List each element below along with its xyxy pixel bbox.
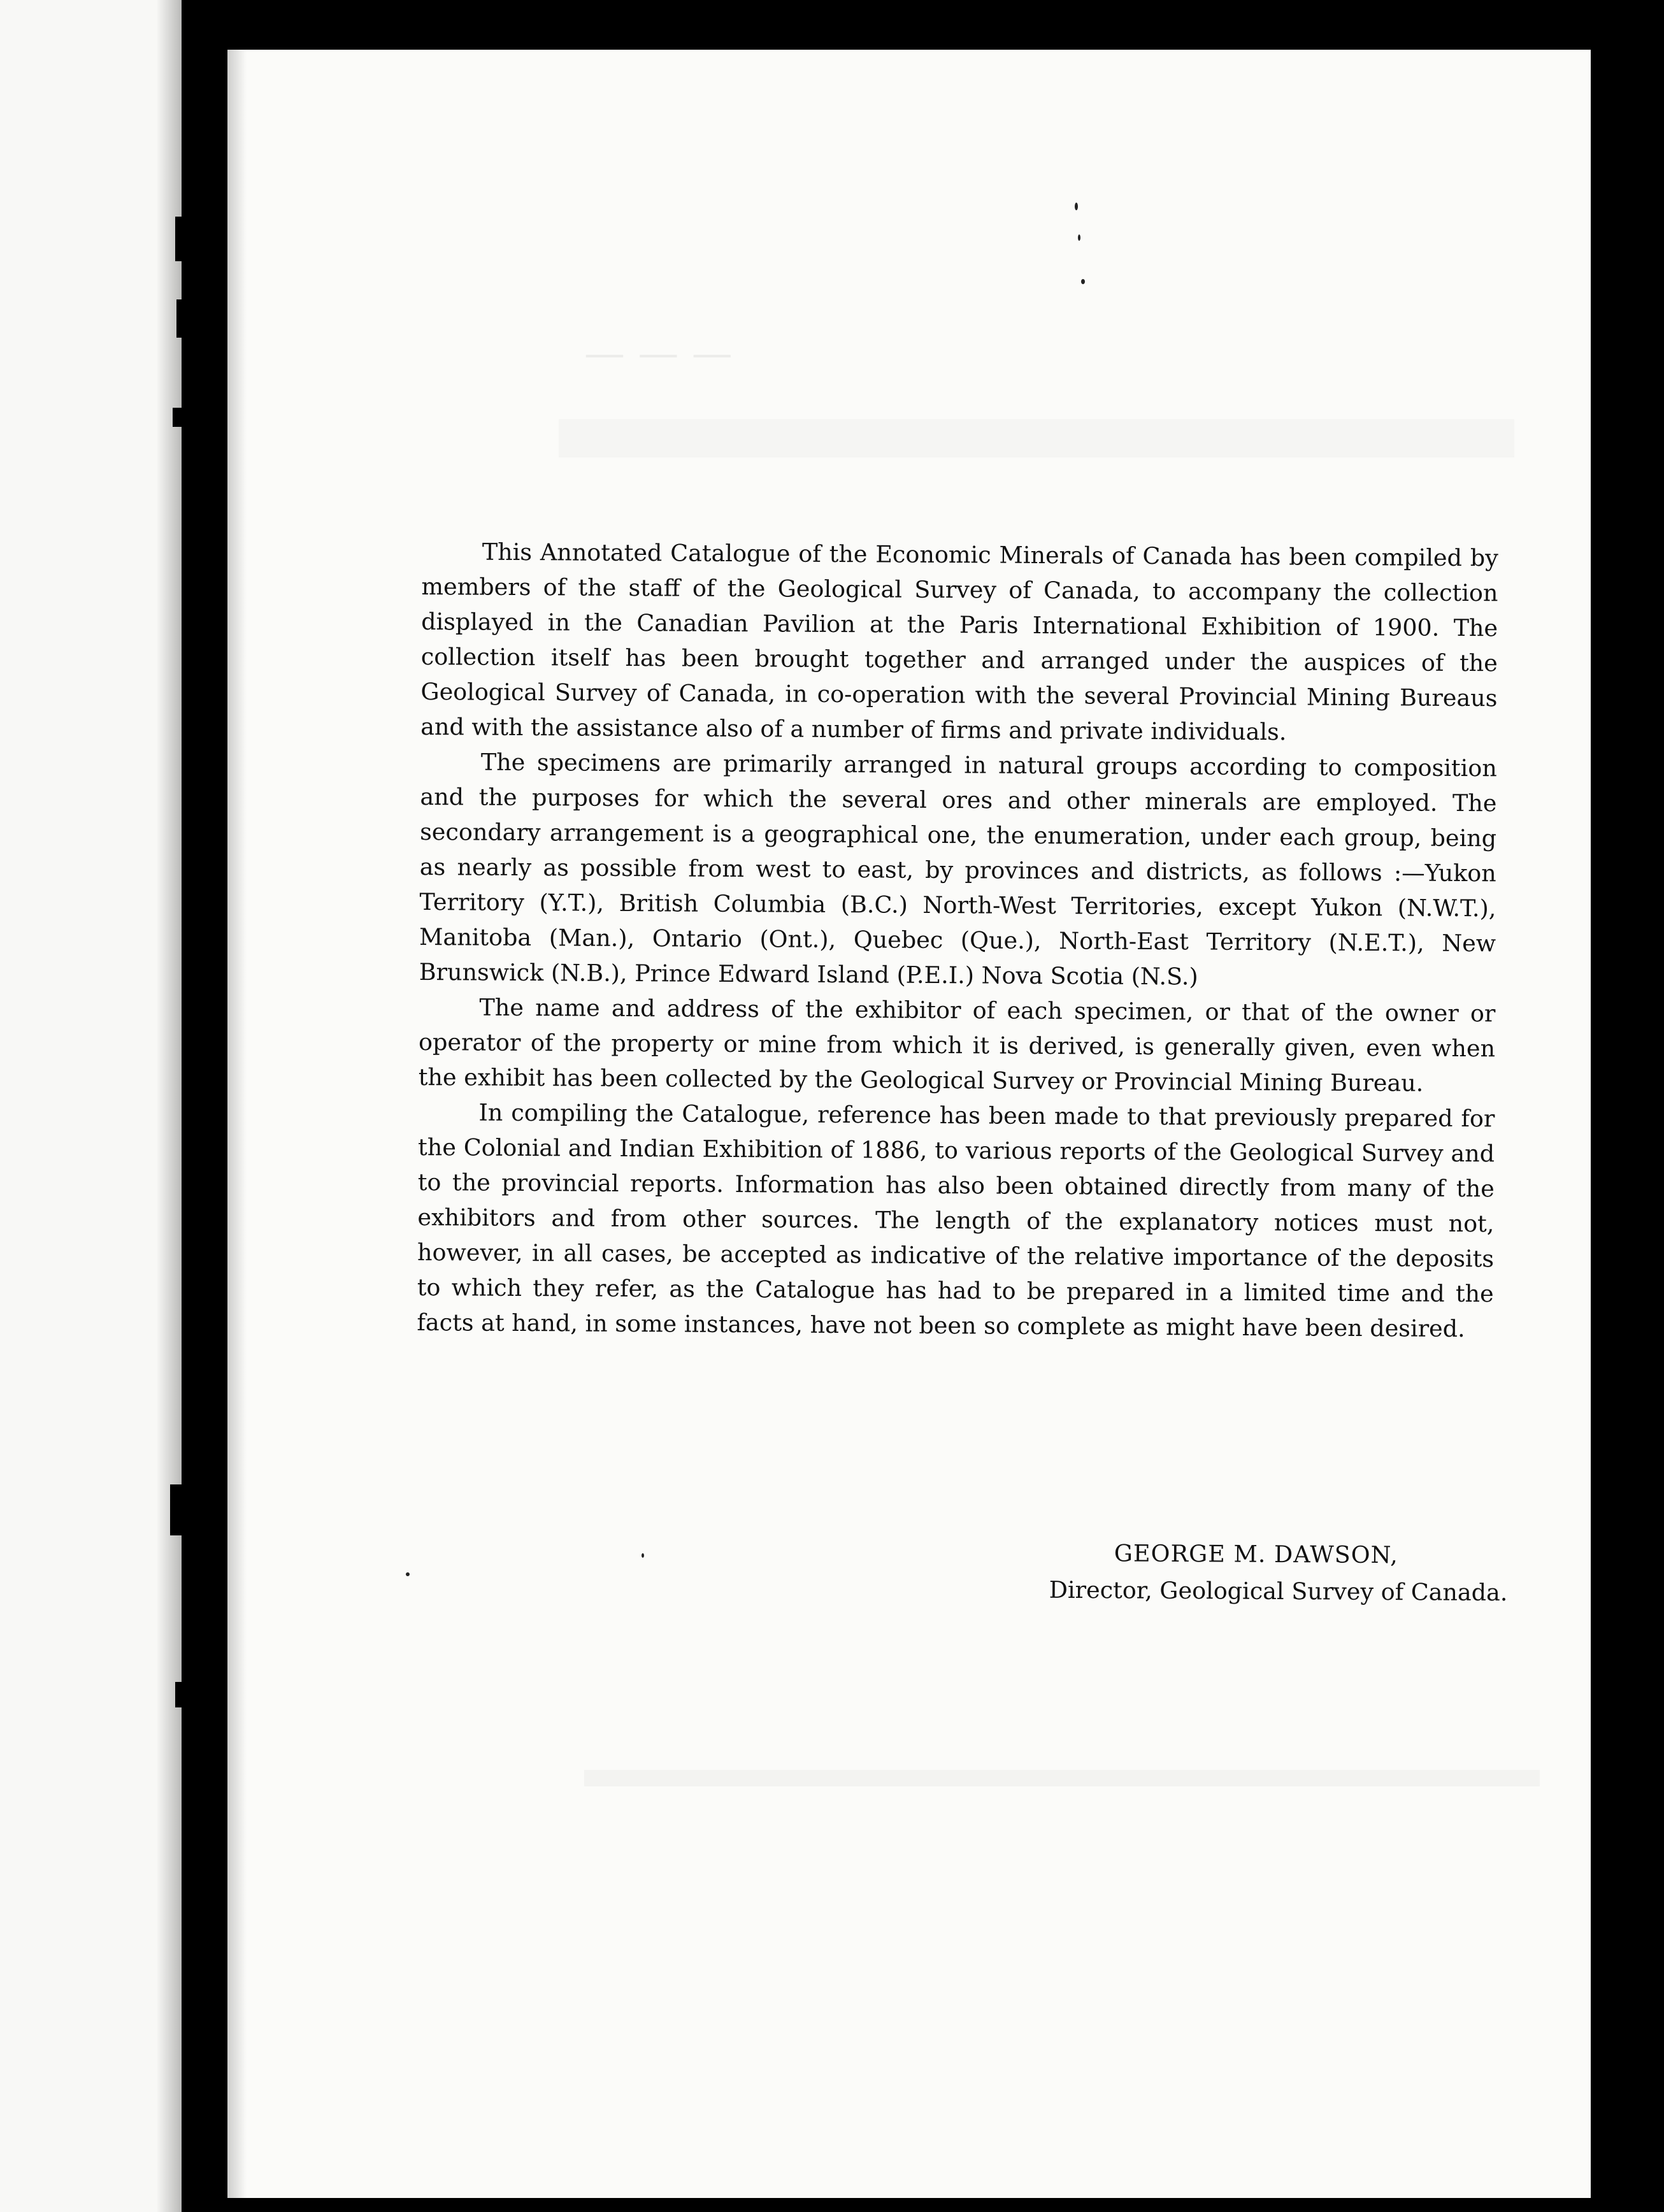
paragraph: This Annotated Catalogue of the Economic Minerals of Canada has been compiled by members of the staff of the Geological Survey of Canada, to accompany the collection displayed in the Canadian Pavilion at the Paris International Exhibition of 1900. The collection itself has been brought together and arranged under the auspices of the Geological Survey of Canada, in co-operation with the several Provincial Mining Bureaus and with the assistance also of a number of firms and private individuals.: [420, 538, 1498, 746]
gutter-tear-mark: [175, 1682, 192, 1707]
page-speck: [1078, 234, 1080, 241]
author-name: GEORGE M. DAWSON,: [1114, 1539, 1398, 1569]
gutter-tear-mark: [175, 217, 194, 261]
page-edge-shadow: [227, 50, 247, 2198]
show-through-mark: [559, 419, 1514, 457]
signature-block: [966, 1534, 1508, 1611]
binding-gutter: [182, 0, 227, 2212]
paragraph: In compiling the Catalogue, reference has been made to that previously prepared for the Colonial and Indian Exhibition of 1886, to various reports of the Geological Survey and to the provincial reports. Information has also been obtained directly from many of the exhibitors and from other sources. The length of the explanatory notices must not, however, in all cases, be accepted as indicative of the relative importance of the deposits to which they refer, as the Catalogue has had to be prepared in a limited time and the facts at hand, in some instances, have not been so complete as might have been desired.: [417, 1098, 1495, 1343]
page-speck: [1081, 279, 1085, 284]
show-through-mark: [584, 1770, 1540, 1786]
page-speck: [642, 1553, 644, 1558]
author-title: Director, Geological Survey of Canada.: [1049, 1576, 1508, 1607]
page-speck: [406, 1572, 410, 1576]
gutter-tear-mark: [176, 299, 190, 338]
gutter-tear-mark: [170, 1484, 196, 1535]
paragraph: The name and address of the exhibitor of each specimen, or that of the owner or operator of the property or mine from which it is derived, is generally given, even when the exhibit has been collected by the Geological Survey or Provincial Mining Bureau.: [418, 993, 1496, 1097]
paragraph: The specimens are primarily arranged in natural groups according to composition and the purposes for which the several ores and other minerals are employed. The secondary arrangement is a geographical one, the enumeration, under each group, being as nearly as possible from west to east, by provinces and districts, as follows :—Yukon Territory (Y.T.), British Columbia (B.C.) North-West Territories, except Yukon (N.W.T.), Manitoba (Man.), Ontario (Ont.), Quebec (Que.), North-East Territory (N.E.T.), New Brunswick (N.B.), Prince Edward Island (P.E.I.) Nova Scotia (N.S.): [419, 748, 1497, 991]
page-speck: [1075, 203, 1078, 210]
right-page: [227, 50, 1591, 2198]
preface-text: [417, 534, 1498, 1346]
left-page-edge: [0, 0, 182, 2212]
gutter-tear-mark: [173, 408, 194, 427]
show-through-mark: — — —: [584, 330, 733, 377]
